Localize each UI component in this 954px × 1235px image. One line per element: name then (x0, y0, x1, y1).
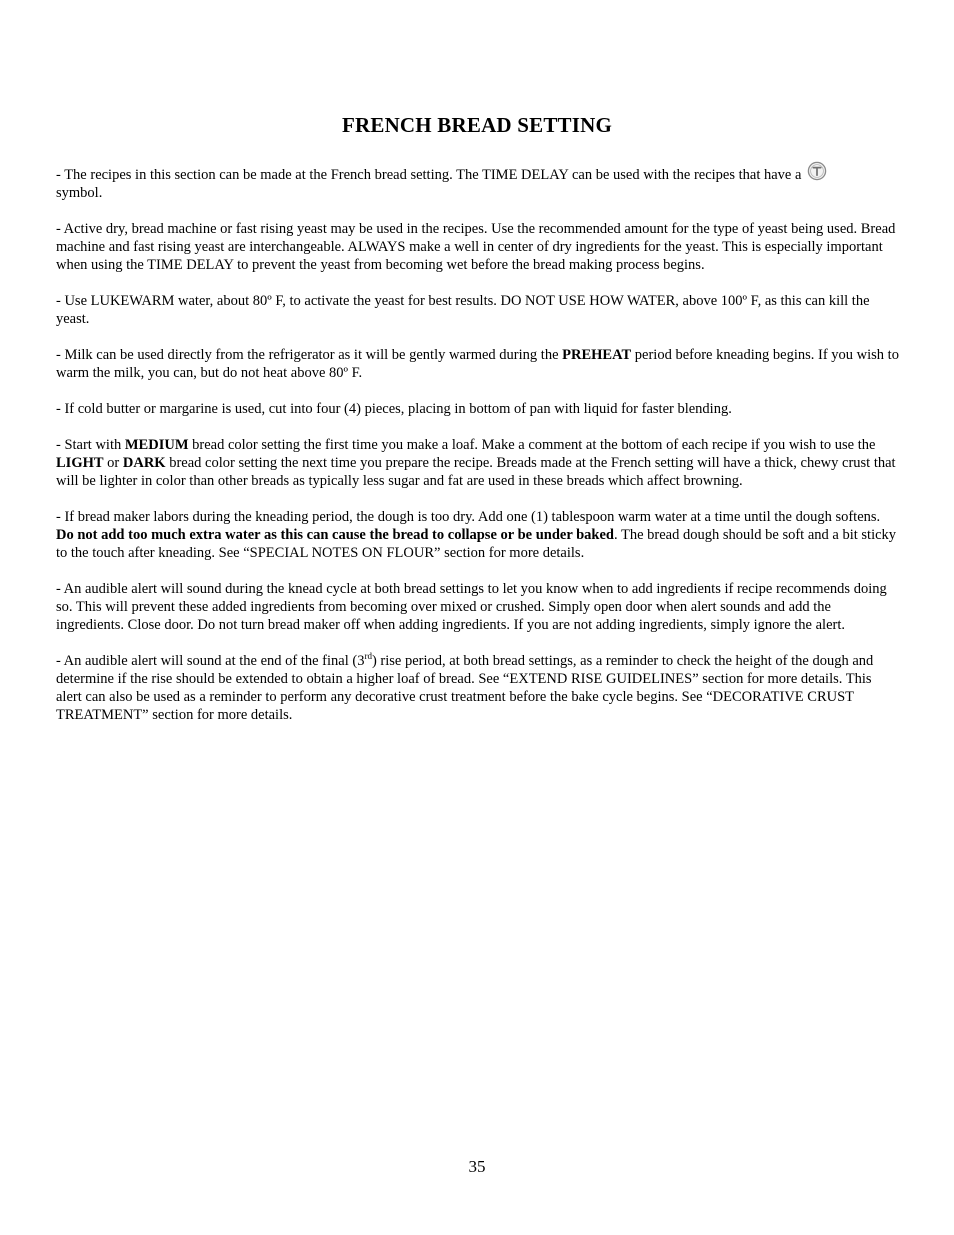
paragraph-text: - The recipes in this section can be made at the French bread setting. The TIME DELAY can be used with the recipes that have a (56, 167, 802, 183)
paragraph-text: bread color setting the next time you prepare the recipe. Breads made at the French setting will have a thick, chewy crust that will be lighter in color than other breads as typically less sugar and fat are used in these breads which affect browning. (56, 455, 896, 489)
paragraph-bread-color (56, 436, 900, 490)
bold-text: MEDIUM (124, 437, 189, 453)
paragraph-text: - Active dry, bread machine or fast rising yeast may be used in the recipes. Use the recommended amount for the type of yeast being used. Bread machine and fast rising yeast are interchangeable. ALWAYS make a well in center of dry ingredients for the yeast. This is especially important when using the TIME DELAY to prevent the yeast from becoming wet before the bread making process begins. (56, 221, 896, 273)
bold-text: LIGHT (56, 455, 104, 471)
paragraph-knead-alert (56, 580, 900, 634)
body-text (56, 161, 900, 742)
paragraph-text: - Use LUKEWARM water, about 80º F, to activate the yeast for best results. DO NOT USE HOW WATER, above 100º F, as this can kill the yeast. (56, 293, 870, 327)
paragraph-text: ) rise period, at both bread settings, as a reminder to check the height of the dough and determine if the rise should be extended to obtain a higher loaf of bread. See “EXTEND RISE GUIDELINES” section for more details. This alert can also be used as a reminder to perform any decorative crust treatment before the bake cycle begins. See “DECORATIVE CRUST TREATMENT” section for more details. (56, 653, 874, 723)
paragraph-milk (56, 346, 900, 382)
paragraph-text: . The bread dough should be soft and a bit sticky to the touch after kneading. See “SPECIAL NOTES ON FLOUR” section for more details. (56, 527, 897, 561)
paragraph-butter (56, 400, 900, 418)
paragraph-water (56, 292, 900, 328)
paragraph-text: - An audible alert will sound at the end of the final (3 (56, 653, 365, 669)
paragraph-yeast (56, 220, 900, 274)
paragraph-text: - Start with (56, 437, 125, 453)
page-number: 35 (468, 1157, 486, 1176)
paragraph-text: period before kneading begins. If you wish to warm the milk, you can, but do not heat above 80º F. (56, 347, 899, 381)
paragraph-kneading (56, 508, 900, 562)
timer-t-icon (807, 161, 827, 181)
paragraph-text: - An audible alert will sound during the knead cycle at both bread settings to let you know when to add ingredients if recipe recommends doing so. This will prevent these added ingredients from becoming over mixed or crushed. Simply open door when alert sounds and add the ingredients. Close door. Do not turn bread maker off when adding ingredients. If you are not adding ingredients, simply ignore the alert. (56, 581, 887, 633)
bold-text: DARK (122, 455, 166, 471)
paragraph-text: - Milk can be used directly from the refrigerator as it will be gently warmed during the (56, 347, 563, 363)
paragraph-text: bread color setting the first time you make a loaf. Make a comment at the bottom of each recipe if you wish to use the (188, 437, 876, 453)
paragraph-text: - If cold butter or margarine is used, cut into four (4) pieces, placing in bottom of pan with liquid for faster blending. (56, 401, 732, 417)
superscript-text: rd (364, 651, 372, 662)
bold-text: PREHEAT (562, 347, 632, 363)
paragraph-time-delay (56, 161, 900, 202)
bold-text: Do not add too much extra water as this can cause the bread to collapse or be under baked (56, 527, 614, 543)
paragraph-text: - If bread maker labors during the kneading period, the dough is too dry. Add one (1) tablespoon warm water at a time until the dough softens. (56, 509, 881, 525)
page-title: FRENCH BREAD SETTING (341, 113, 613, 137)
paragraph-text: symbol. (56, 185, 103, 201)
paragraph-text: or (103, 455, 123, 471)
paragraph-rise-alert (56, 652, 900, 724)
